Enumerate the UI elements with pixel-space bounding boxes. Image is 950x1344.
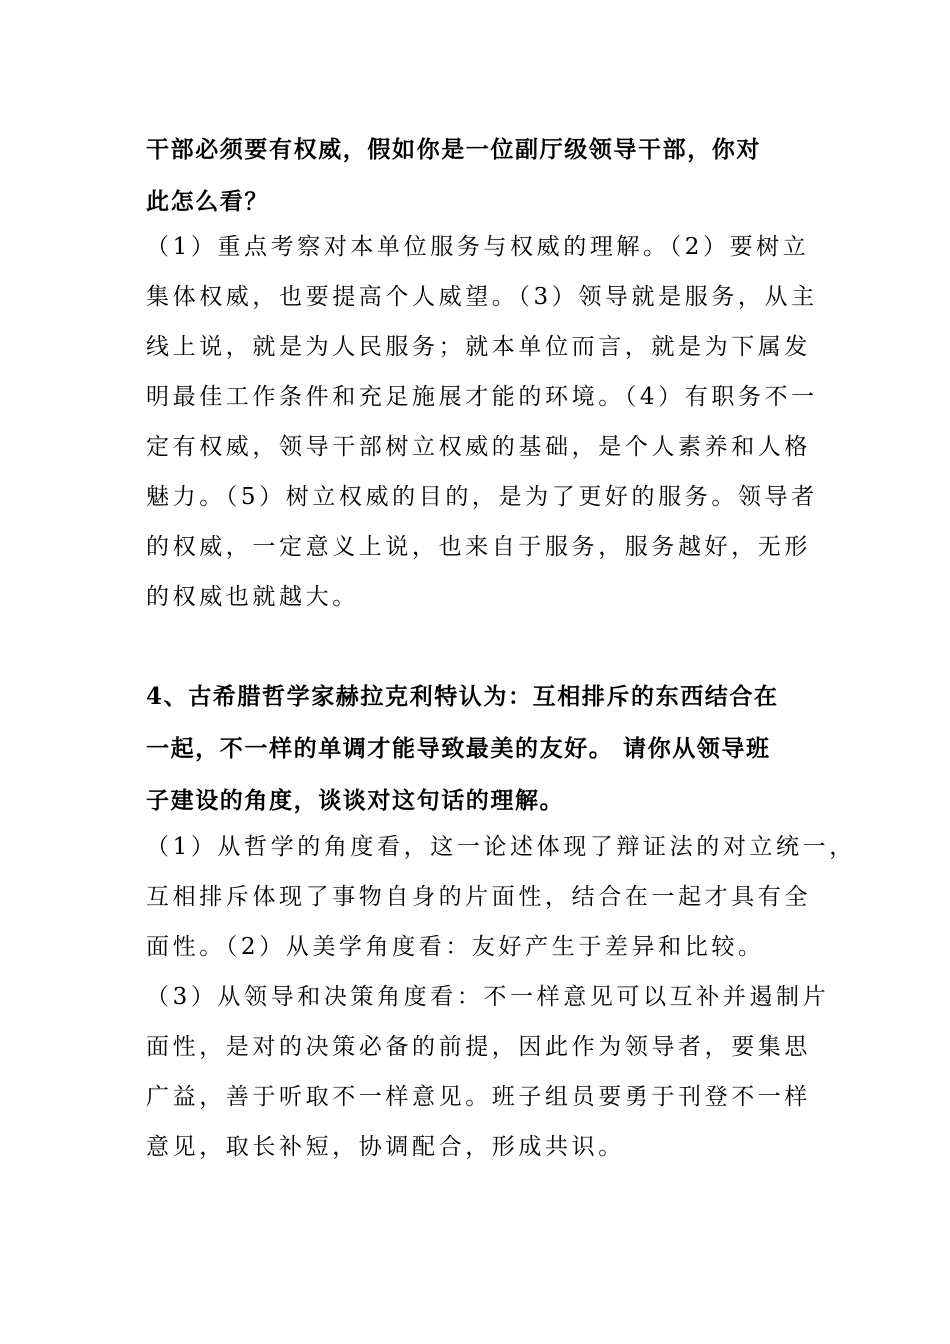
answer-1-line: 定有权威，领导干部树立权威的基础，是个人素养和人格 bbox=[146, 434, 811, 460]
answer-1-line: 明最佳工作条件和充足施展才能的环境。（4）有职务不一 bbox=[146, 384, 818, 410]
answer-2 bbox=[146, 822, 856, 1172]
question-2-line: 4、古希腊哲学家赫拉克利特认为：互相排斥的东西结合在 bbox=[146, 683, 779, 710]
answer-1-line: 魅力。（5）树立权威的目的，是为了更好的服务。领导者 bbox=[146, 484, 818, 510]
answer-1-line: 的权威也就越大。 bbox=[146, 584, 359, 610]
question-2 bbox=[146, 671, 816, 827]
answer-2-line: 互相排斥体现了事物自身的片面性，结合在一起才具有全 bbox=[146, 884, 811, 910]
question-2-line: 一起，不一样的单调才能导致最美的友好。 请你从领导班 bbox=[146, 735, 771, 762]
answer-2-line: 面性，是对的决策必备的前提，因此作为领导者，要集思 bbox=[146, 1034, 811, 1060]
answer-2-line: 广益，善于听取不一样意见。班子组员要勇于刊登不一样 bbox=[146, 1084, 811, 1110]
question-2-line: 子建设的角度，谈谈对这句话的理解。 bbox=[146, 787, 565, 814]
answer-2-line: （1）从哲学的角度看，这一论述体现了辩证法的对立统一， bbox=[146, 834, 856, 860]
question-1-line: 干部必须要有权威，假如你是一位副厅级领导干部，你对 bbox=[146, 136, 761, 163]
question-1-line: 此怎么看？ bbox=[146, 188, 269, 215]
answer-1-line: 线上说，就是为人民服务；就本单位而言，就是为下属发 bbox=[146, 334, 811, 360]
answer-1-line: 的权威，一定意义上说，也来自于服务，服务越好，无形 bbox=[146, 534, 811, 560]
answer-2-line: 意见，取长补短，协调配合，形成共识。 bbox=[146, 1134, 625, 1160]
question-1 bbox=[146, 124, 816, 228]
answer-2-line: 面性。（2）从美学角度看：友好产生于差异和比较。 bbox=[146, 934, 765, 960]
answer-1 bbox=[146, 222, 816, 622]
answer-1-line: （1）重点考察对本单位服务与权威的理解。（2）要树立 bbox=[146, 234, 810, 260]
answer-1-line: 集体权威，也要提高个人威望。（3）领导就是服务，从主 bbox=[146, 284, 818, 310]
answer-2-line: （3）从领导和决策角度看：不一样意见可以互补并遏制片 bbox=[146, 984, 830, 1010]
